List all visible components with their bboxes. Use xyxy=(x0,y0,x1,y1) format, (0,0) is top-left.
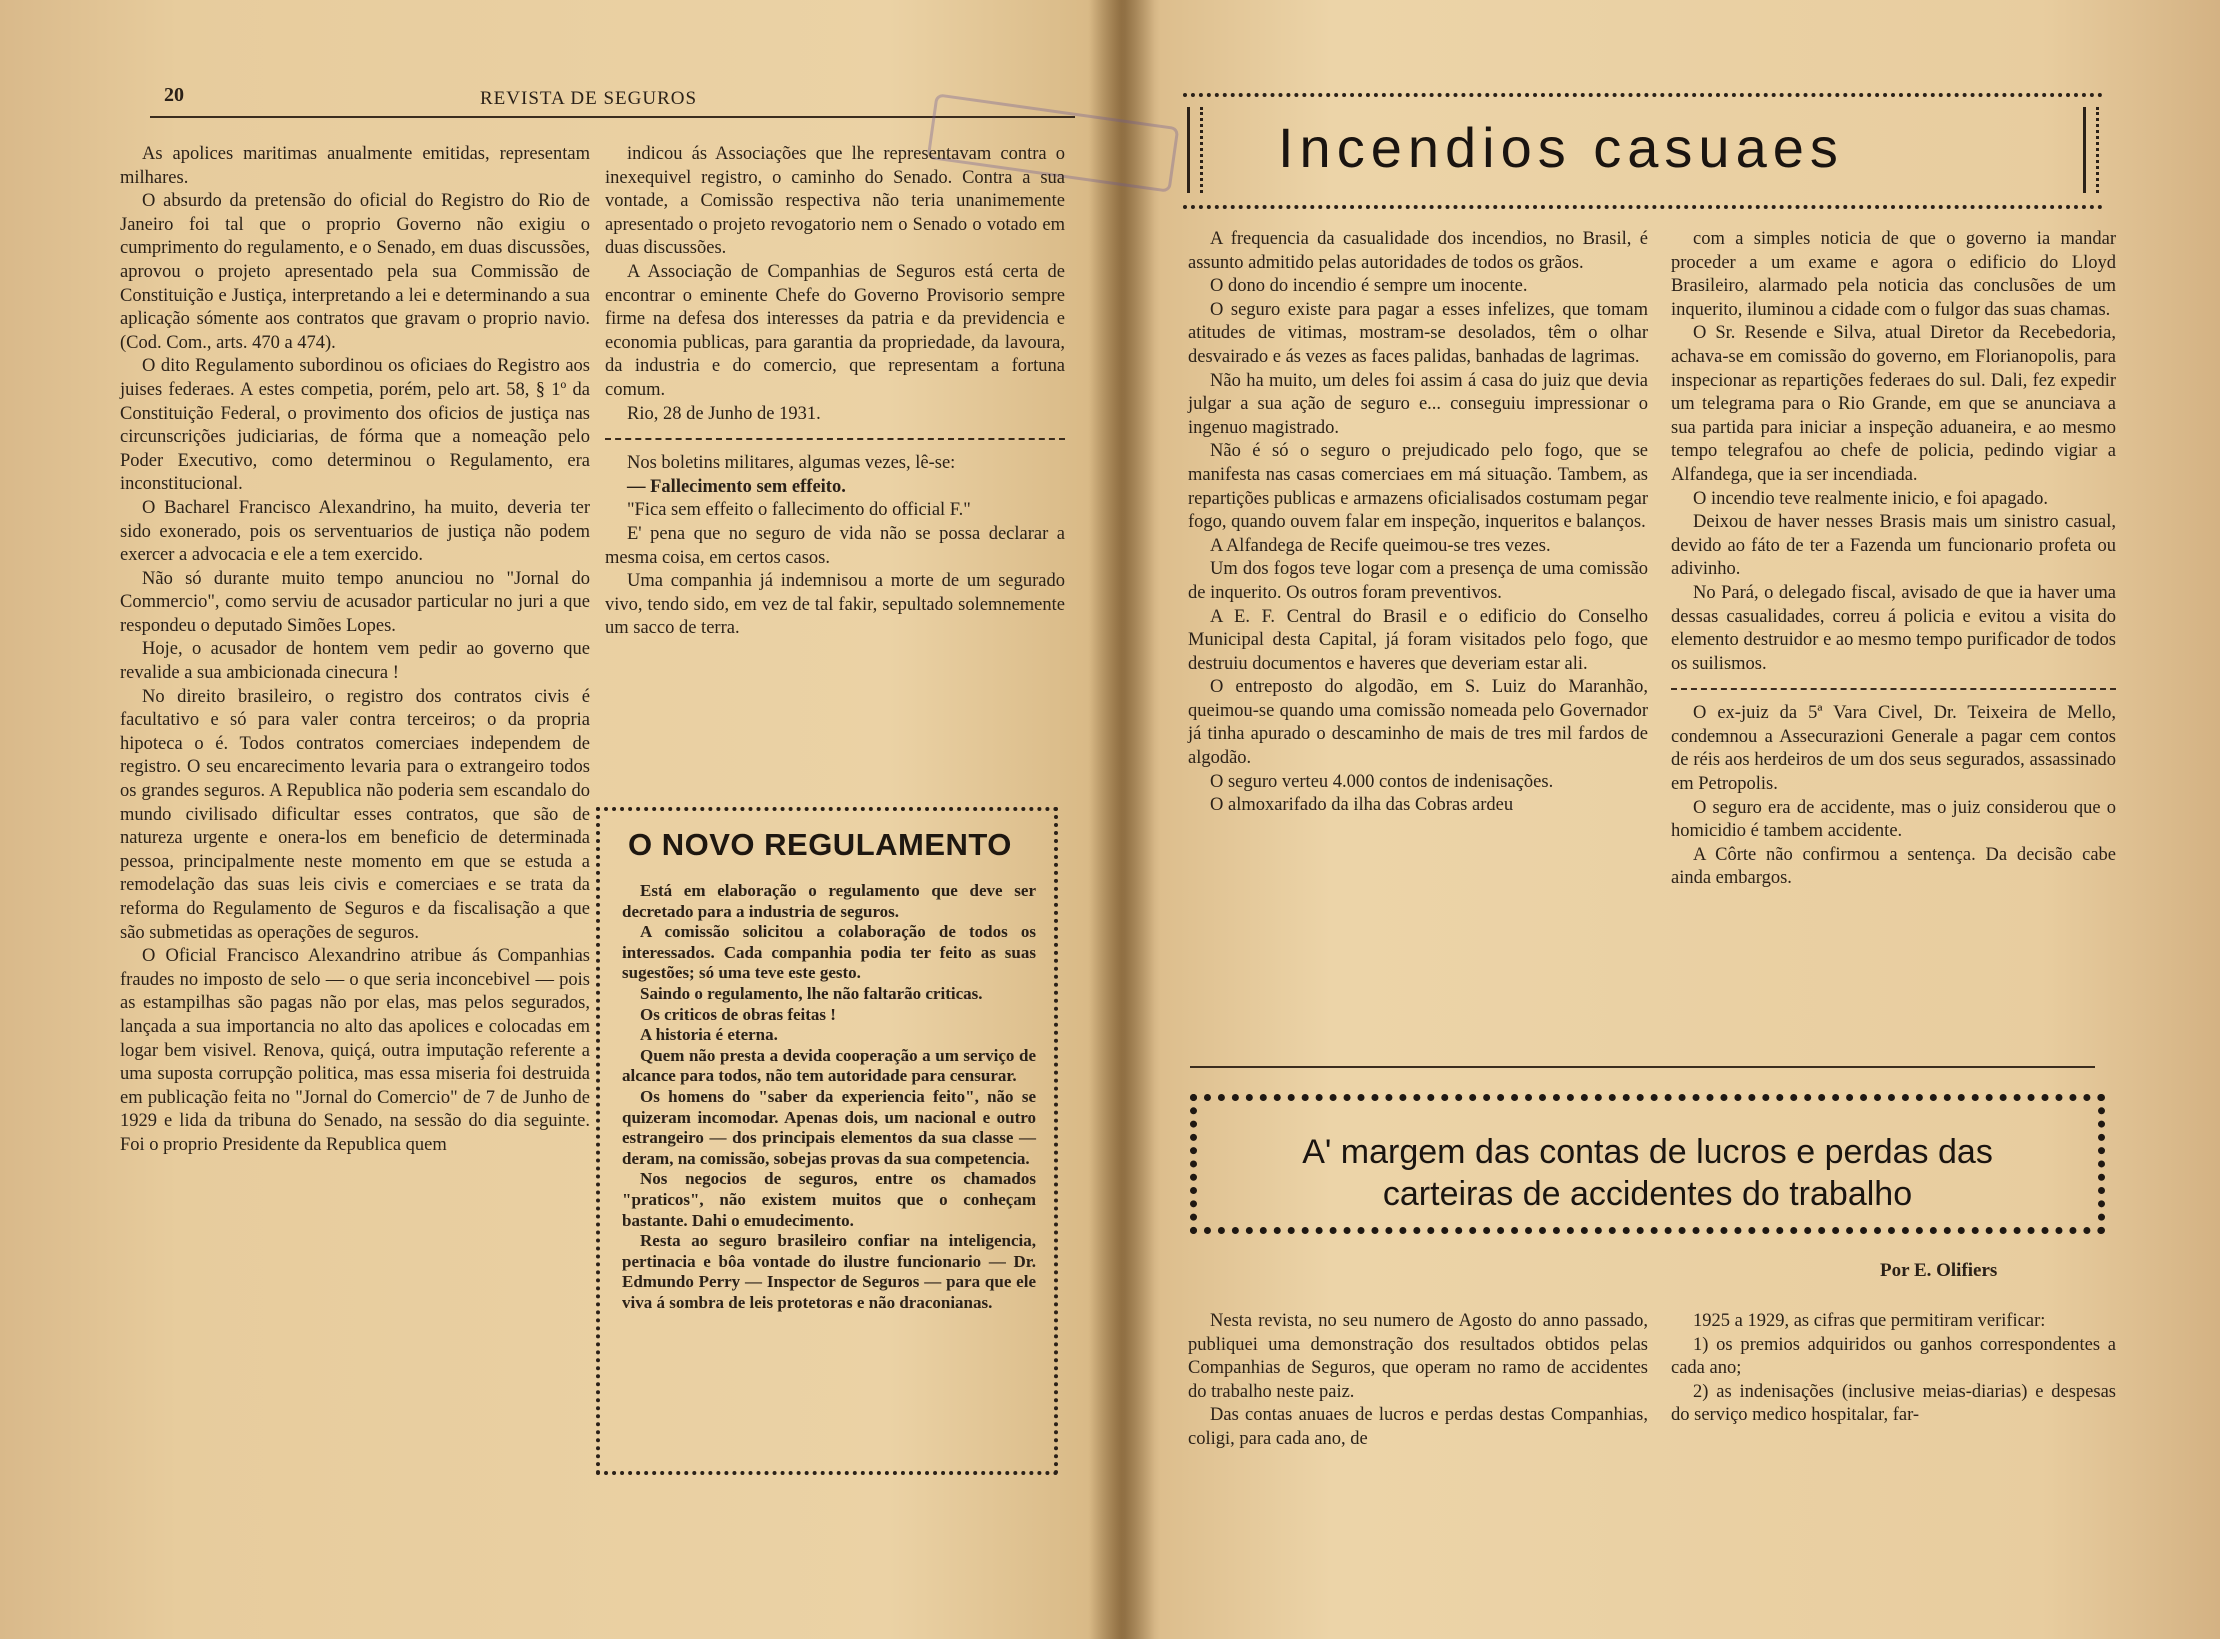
box-ornament xyxy=(2083,107,2099,193)
paragraph: "Fica sem effeito o fallecimento do official F." xyxy=(627,500,971,521)
paragraph: Hoje, o acusador de hontem vem pedir ao governo que revalide a sua ambicionada cinecura ! xyxy=(120,639,590,684)
quoted-heading: — Fallecimento sem effeito. xyxy=(627,476,846,497)
section-divider xyxy=(1671,688,2116,690)
paragraph: Nesta revista, no seu numero de Agosto do anno passado, publiquei uma demonstração dos resultados obtidos pelas Companhias de Seguros, que operam no ramo de accidentes do trabalho neste paiz. xyxy=(1188,1311,1648,1402)
margem-headline-box xyxy=(1190,1094,2105,1234)
paragraph: O dito Regulamento subordinou os oficiaes do Registro aos juises federaes. A estes competia, porém, pelo art. 58, § 1º da Constituição Federal, o provimento dos oficios de justiça nas circunscrições judiciarias, de fórma que a nomeação pelo Poder Executivo, como determinou o Regulamento, era inconstitucional. xyxy=(120,356,590,495)
paragraph: E' pena que no seguro de vida não se possa declarar a mesma coisa, em certos casos. xyxy=(605,523,1065,568)
paragraph: O entreposto do algodão, em S. Luiz do Maranhão, queimou-se quando uma comissão nomeada pelo Governador já tinha apurado o descaminho de mais de tres mil fardos de algodão. xyxy=(1188,677,1648,769)
paragraph: O Oficial Francisco Alexandrino atribue ás Companhias fraudes no imposto de selo — o que seria inconcebivel — pois as estampilhas são pagas não por elas, mas pelos segurados, lançada a sua importancia no alto das apolices e colocadas em logar bem visivel. Renova, quiçá, outra imputação referente a uma suposta corrupção politica, mas essa miseria foi destruida em publicação feita no "Jornal do Comercio" de 7 de Junho de 1929 e lida da tribuna do Senado, na sessão do dia seguinte. Foi o proprio Presidente da Republica quem xyxy=(120,946,590,1155)
paragraph: 2) as indenisações (inclusive meias-diarias) e despesas do serviço medico hospitalar, far- xyxy=(1671,1381,2116,1426)
paragraph: com a simples noticia de que o governo ia mandar proceder a um exame e agora o edificio do Lloyd Brasileiro, alarmado pela noticia das conclusões de um inquerito, iluminou a cidade com o fulgor das suas chamas. xyxy=(1671,229,2116,320)
paragraph: Não ha muito, um deles foi assim á casa do juiz que devia julgar a sua ação de seguro e... conseguiu impressionar o ingenuo magistrado. xyxy=(1188,370,1648,438)
paragraph: O almoxarifado da ilha das Cobras ardeu xyxy=(1210,795,1514,816)
paragraph: 1) os premios adquiridos ou ganhos correspondentes a cada ano; xyxy=(1671,1334,2116,1379)
paragraph: Resta ao seguro brasileiro confiar na inteligencia, pertinacia e bôa vontade do ilustre funcionario — Dr. Edmundo Perry — Inspector de Seguros — para que ele viva á sombra de leis protetoras e não draconianas. xyxy=(622,1231,1036,1312)
paragraph: A historia é eterna. xyxy=(640,1025,778,1045)
journal-title: REVISTA DE SEGUROS xyxy=(480,88,698,109)
paragraph: A comissão solicitou a colaboração de todos os interessados. Cada companhia podia ter feito as suas sugestões; só uma teve este gesto. xyxy=(622,922,1036,983)
paragraph: A Associação de Companhias de Seguros está certa de encontrar o eminente Chefe do Governo Provisorio sempre firme na defesa dos interesses da patria e da previdencia e economia publicas, para garantia da propriedade, da lavoura, da industria e do comercio, que representam a fortuna comum. xyxy=(605,261,1065,400)
paragraph: Uma companhia já indemnisou a morte de um segurado vivo, tendo sido, em vez de tal fakir, sepultado solemnemente um sacco de terra. xyxy=(605,571,1065,639)
incendios-column-1 xyxy=(1188,228,1648,818)
page-number: 20 xyxy=(164,84,184,106)
novo-regulamento-box xyxy=(596,807,1058,1475)
paragraph: Nos negocios de seguros, entre os chamados "praticos", não existem muitos que o conheçam bastante. Dahi o emudecimento. xyxy=(622,1169,1036,1230)
paragraph: O Bacharel Francisco Alexandrino, ha muito, deveria ter sido exonerado, pois os serventuarios de justiça não podem exercer a advocacia e ele a tem exercido. xyxy=(120,497,590,566)
margem-column-2 xyxy=(1671,1310,2116,1428)
paragraph: As apolices maritimas anualmente emitidas, representam milhares. xyxy=(120,144,590,188)
paragraph: Não é só o seguro o prejudicado pelo fogo, que se manifesta nas casas comerciaes em má situação. Tambem, as repartições publicas e armazens oficialisados costumam pegar fogo, quando ouvem falar em inspeção, inqueritos e balanços. xyxy=(1188,441,1648,533)
dateline: Rio, 28 de Junho de 1931. xyxy=(627,403,821,424)
paragraph: Saindo o regulamento, lhe não faltarão criticas. xyxy=(640,983,983,1003)
box-title: O NOVO REGULAMENTO xyxy=(628,827,1012,862)
paragraph: No direito brasileiro, o registro dos contratos civis é facultativo e só para valer contra terceiros; o da propria hipoteca o é. Todos contratos comerciaes independem de registro. O seu encarecimento levaria para o extrangeiro todos os grandes seguros. A Republica não poderia sem escandalo do mundo civilisado dificultar esses contratos, que são de natureza urgente e onera-los em beneficio de determinada pessoa, principalmente neste momento em que se estuda a remodelação das suas leis civis e comerciaes e se trata da reforma do Regulamento de Seguros e da fiscalisação a que são submetidas as operações de seguros. xyxy=(120,686,590,943)
paragraph: Não só durante muito tempo anunciou no "Jornal do Commercio", como serviu de acusador particular no juri a que respondeu o deputado Simões Lopes. xyxy=(120,568,590,636)
article-title xyxy=(1197,1131,2098,1215)
paragraph: O absurdo da pretensão do oficial do Registro do Rio de Janeiro foi tal que o proprio Governo não exigiu o cumprimento do regulamento, e o Senado, em duas discussões, aprovou o projeto apresentado pela sua Commissão de Constituição e Justiça, interpretando a lei e determinando a sua aplicação sómente aos contratos que gravam o proprio navio. (Cod. Com., arts. 470 a 474). xyxy=(120,191,590,353)
margem-column-1 xyxy=(1188,1310,1648,1452)
paragraph: Nos boletins militares, algumas vezes, lê-se: xyxy=(627,453,956,474)
paragraph: Está em elaboração o regulamento que deve ser decretado para a industria de seguros. xyxy=(622,881,1036,921)
paragraph: O ex-juiz da 5ª Vara Civel, Dr. Teixeira de Mello, condemnou a Assecurazioni Generale a pagar cem contos de réis aos herdeiros de um dos seus segurados, assassinado em Petropolis. xyxy=(1671,703,2116,795)
paragraph: O Sr. Resende e Silva, atual Diretor da Recebedoria, achava-se em comissão do governo, em Florianopolis, para inspecionar as repartições federaes do sul. Dali, fez expedir um telegrama para o Rio Grande, em que se anunciava a sua partida para iniciar a inspeção aduaneira, e ao mesmo tempo telegrafou ao chefe de policia, pedindo vigiar a Alfandega, que ia ser incendiada. xyxy=(1671,323,2116,485)
page-divider xyxy=(1190,1066,2095,1068)
article-title: Incendios casuaes xyxy=(1278,116,1844,179)
paragraph: Um dos fogos teve logar com a presença de uma comissão de inquerito. Os outros foram preventivos. xyxy=(1188,559,1648,603)
paragraph: O seguro existe para pagar a esses infelizes, que tomam atitudes de vitimas, mostram-se desolados, têm o olhar desvairado e ás vezes as faces palidas, banhadas de lagrimas. xyxy=(1188,299,1648,367)
paragraph: A frequencia da casualidade dos incendios, no Brasil, é assunto admitido pelas autoridades de todos os grãos. xyxy=(1188,229,1648,273)
paragraph: No Pará, o delegado fiscal, avisado de que ia haver uma dessas casualidades, correu á policia e evitou a visita do elemento destruidor e ao mesmo tempo purificador de todos os suilismos. xyxy=(1671,582,2116,674)
box-body xyxy=(622,881,1036,1313)
paragraph: O dono do incendio é sempre um inocente. xyxy=(1210,276,1528,297)
title-line-1: A' margem das contas de lucros e perdas das xyxy=(1302,1133,1993,1171)
paragraph: O seguro era de accidente, mas o juiz considerou que o homicidio é tambem accidente. xyxy=(1671,797,2116,842)
paragraph: Os homens do "saber da experiencia feito", não se quizeram incomodar. Apenas dois, um nacional e outro estrangeiro — dos principais elementos da sua classe — deram, na comissão, sobejas provas da sua competencia. xyxy=(622,1086,1036,1168)
paragraph: O seguro verteu 4.000 contos de indenisações. xyxy=(1210,771,1554,792)
article-column-2 xyxy=(605,143,1065,641)
paragraph: A Alfandega de Recife queimou-se tres vezes. xyxy=(1210,535,1551,556)
incendios-column-2 xyxy=(1671,228,2116,891)
paragraph: Os criticos de obras feitas ! xyxy=(640,1004,836,1024)
paragraph: Quem não presta a devida cooperação a um serviço de alcance para todos, não tem autoridade para censurar. xyxy=(622,1045,1036,1086)
paragraph: O incendio teve realmente inicio, e foi apagado. xyxy=(1693,488,2048,509)
article-column-1 xyxy=(120,143,590,1158)
paragraph: Das contas anuaes de lucros e perdas destas Companhias, coligi, para cada ano, de xyxy=(1188,1405,1648,1449)
box-ornament xyxy=(1187,107,1203,193)
title-line-2: carteiras de accidentes do trabalho xyxy=(1382,1175,1913,1213)
byline: Por E. Olifiers xyxy=(1880,1260,1998,1281)
paragraph: indicou ás Associações que lhe representavam contra o inexequivel registro, o caminho do Senado. Contra a sua vontade, a Comissão respectiva não teria unanimemente apresentado o projeto revogatorio nem o Senado o votado em duas discussões. xyxy=(605,144,1065,259)
paragraph: Deixou de haver nesses Brasis mais um sinistro casual, devido ao fáto de ter a Fazenda um funcionario profeta ou adivinho. xyxy=(1671,512,2116,580)
paragraph: 1925 a 1929, as cifras que permitiram verificar: xyxy=(1693,1311,2046,1331)
paragraph: A E. F. Central do Brasil e o edificio do Conselho Municipal desta Capital, já foram visitados pelo fogo, que destruiu documentos e haveres que deveriam estar ali. xyxy=(1188,606,1648,674)
paragraph: A Côrte não confirmou a sentença. Da decisão cabe ainda embargos. xyxy=(1671,844,2116,889)
section-divider xyxy=(605,438,1065,440)
incendios-headline-box xyxy=(1183,93,2103,209)
